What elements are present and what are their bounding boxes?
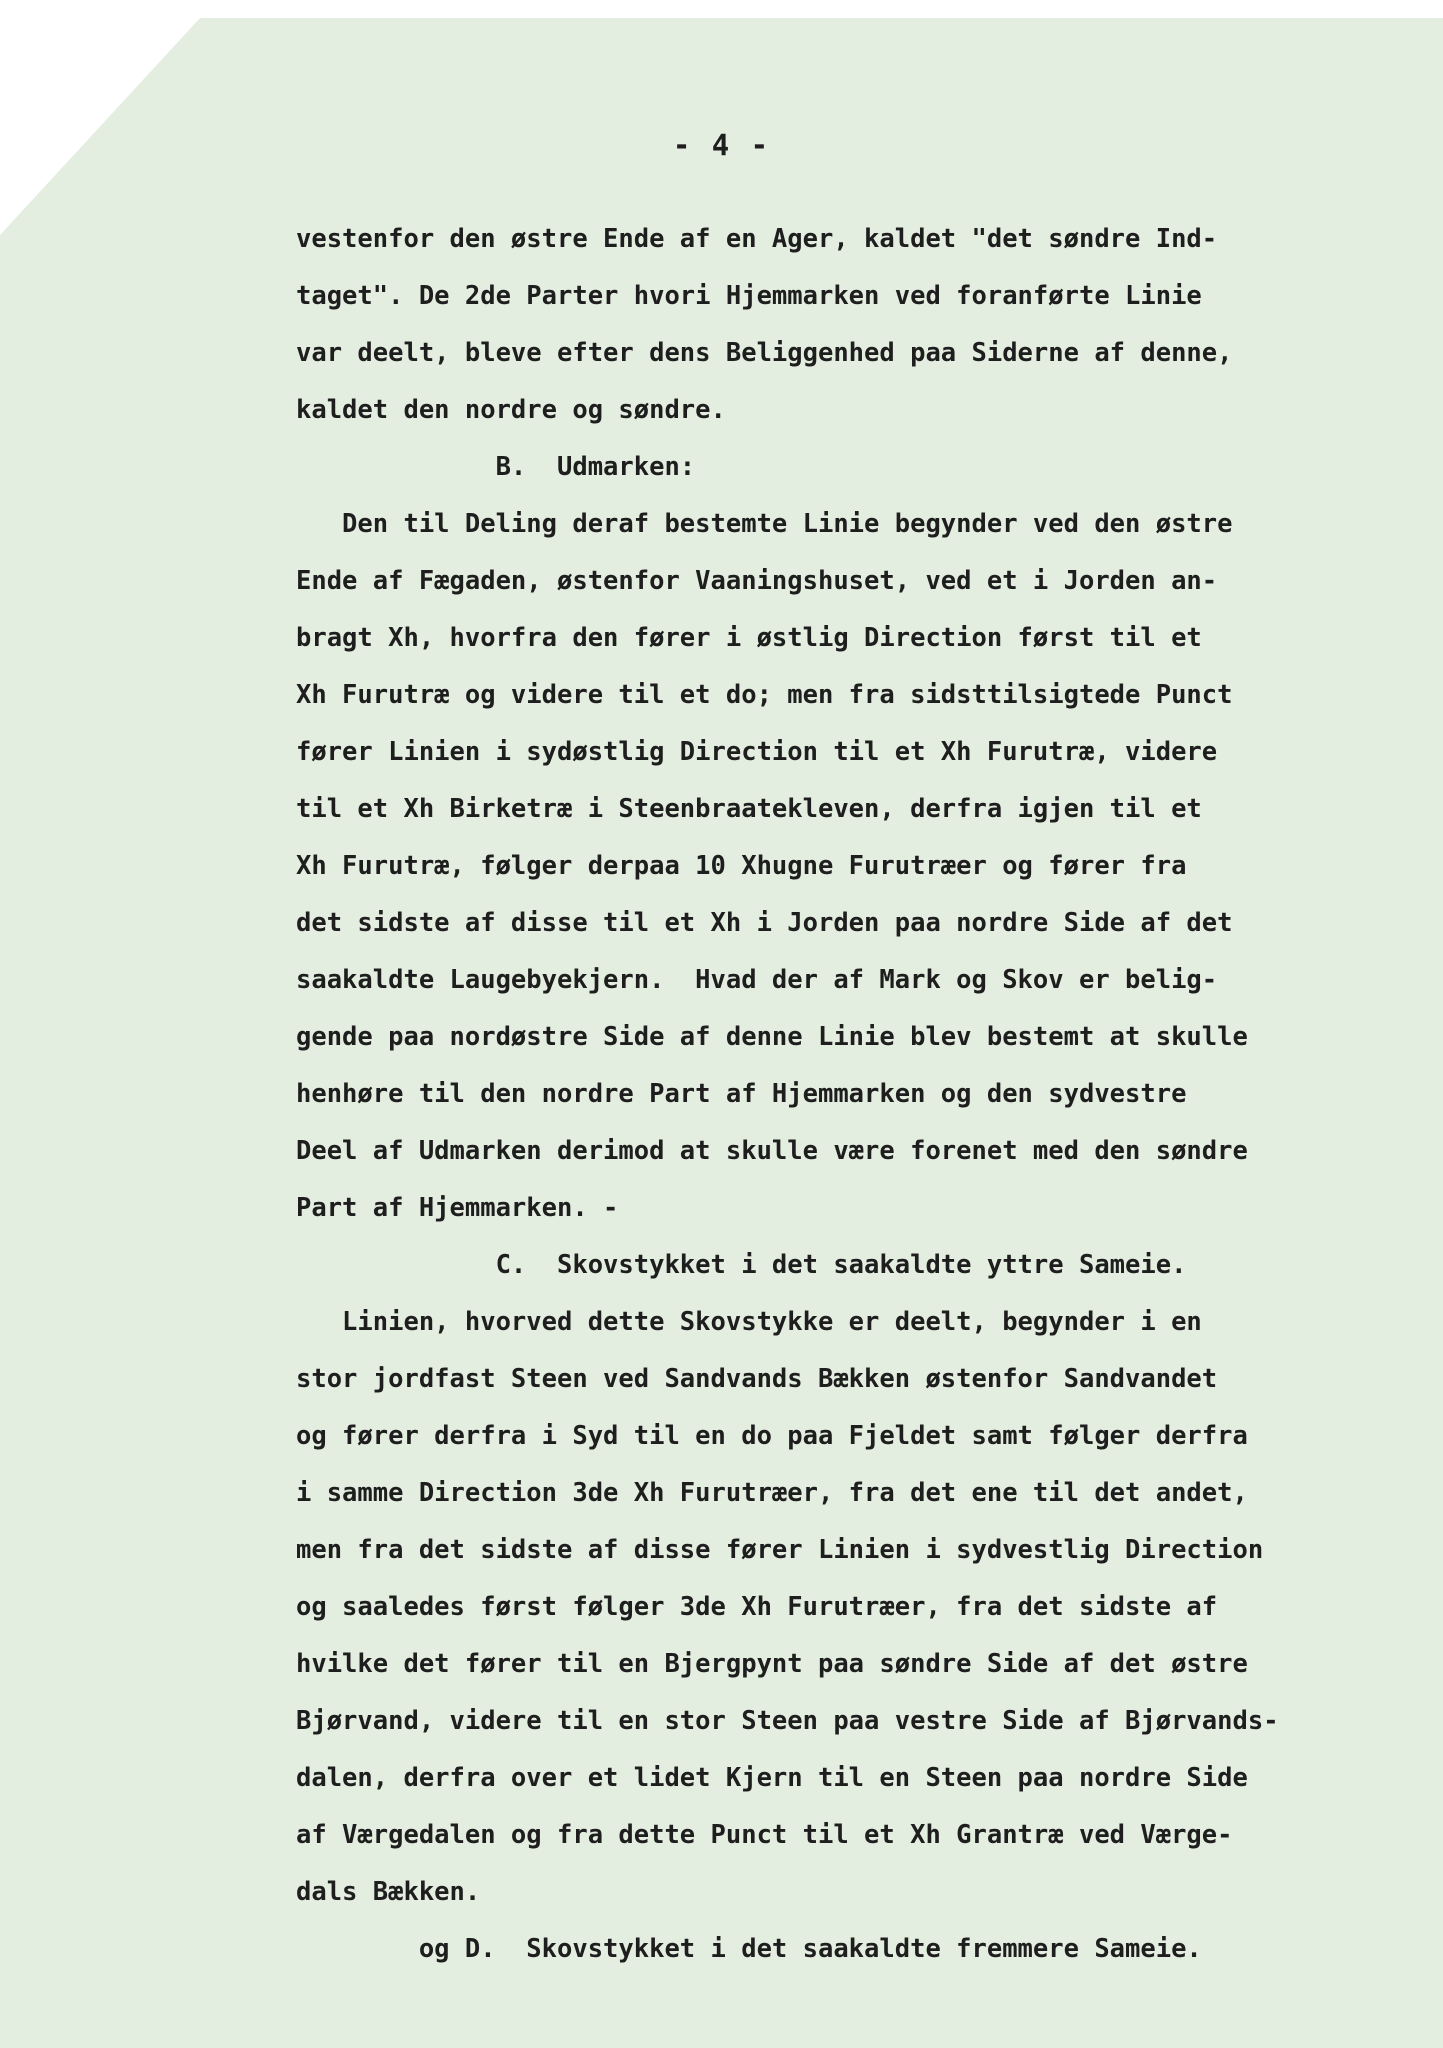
document-body <box>296 211 1406 1978</box>
text-line: og saaledes først følger 3de Xh Furutræer, fra det sidste af <box>296 1592 1218 1622</box>
text-line: Xh Furutræ, følger derpaa 10 Xhugne Furutræer og fører fra <box>296 851 1187 881</box>
text-line: af Værgedalen og fra dette Punct til et Xh Grantræ ved Værge- <box>296 1820 1233 1850</box>
text-line: taget". De 2de Parter hvori Hjemmarken ved foranførte Linie <box>296 281 1202 311</box>
text-line: i samme Direction 3de Xh Furutræer, fra det ene til det andet, <box>296 1478 1248 1508</box>
text-line: var deelt, bleve efter dens Beliggenhed paa Siderne af denne, <box>296 338 1233 368</box>
text-line: dals Bækken. <box>296 1877 481 1907</box>
text-line: dalen, derfra over et lidet Kjern til en Steen paa nordre Side <box>296 1763 1248 1793</box>
text-line: Ende af Fægaden, østenfor Vaaningshuset, ved et i Jorden an- <box>296 566 1218 596</box>
text-line: fører Linien i sydøstlig Direction til et Xh Furutræ, videre <box>296 737 1218 767</box>
text-line: Linien, hvorved dette Skovstykke er deelt, begynder i en <box>296 1307 1202 1337</box>
text-line: Bjørvand, videre til en stor Steen paa vestre Side af Bjørvands- <box>296 1706 1279 1736</box>
text-line: B. Udmarken: <box>296 452 696 482</box>
text-line: til et Xh Birketræ i Steenbraatekleven, derfra igjen til et <box>296 794 1202 824</box>
text-line: stor jordfast Steen ved Sandvands Bækken østenfor Sandvandet <box>296 1364 1218 1394</box>
page-number: - 4 - <box>672 128 771 162</box>
text-line: og fører derfra i Syd til en do paa Fjeldet samt følger derfra <box>296 1421 1248 1451</box>
text-line: men fra det sidste af disse fører Linien i sydvestlig Direction <box>296 1535 1264 1565</box>
text-line: Den til Deling deraf bestemte Linie begynder ved den østre <box>296 509 1233 539</box>
text-line: vestenfor den østre Ende af en Ager, kaldet "det søndre Ind- <box>296 224 1218 254</box>
text-line: C. Skovstykket i det saakaldte yttre Sameie. <box>296 1250 1187 1280</box>
text-line: hvilke det fører til en Bjergpynt paa søndre Side af det østre <box>296 1649 1248 1679</box>
text-line: kaldet den nordre og søndre. <box>296 395 726 425</box>
text-line: gende paa nordøstre Side af denne Linie blev bestemt at skulle <box>296 1022 1248 1052</box>
text-line: henhøre til den nordre Part af Hjemmarken og den sydvestre <box>296 1079 1187 1109</box>
text-line: og D. Skovstykket i det saakaldte fremmere Sameie. <box>296 1934 1202 1964</box>
text-line: saakaldte Laugebyekjern. Hvad der af Mark og Skov er belig- <box>296 965 1218 995</box>
text-line: Deel af Udmarken derimod at skulle være forenet med den søndre <box>296 1136 1248 1166</box>
text-line: Xh Furutræ og videre til et do; men fra sidsttilsigtede Punct <box>296 680 1233 710</box>
text-line: det sidste af disse til et Xh i Jorden paa nordre Side af det <box>296 908 1233 938</box>
text-line: bragt Xh, hvorfra den fører i østlig Direction først til et <box>296 623 1202 653</box>
text-line: Part af Hjemmarken. - <box>296 1193 619 1223</box>
